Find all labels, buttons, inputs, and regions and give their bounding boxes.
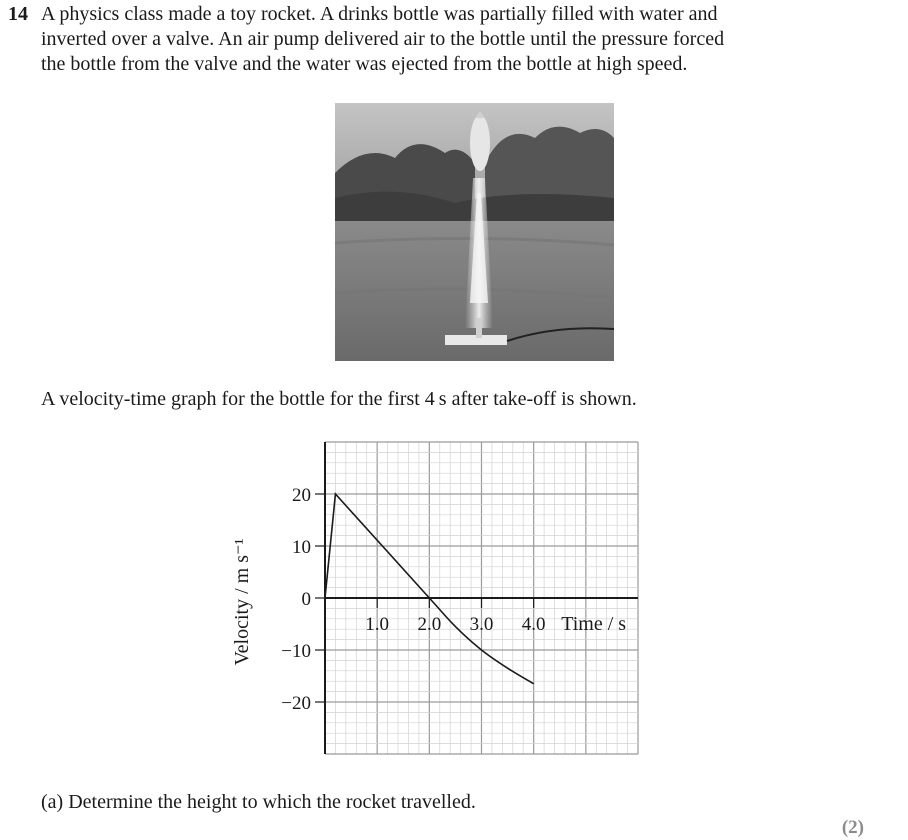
y-tick-label: 20: [292, 485, 311, 506]
part-a-label: (a): [41, 791, 64, 813]
part-a-text: Determine the height to which the rocket travelled.: [68, 791, 476, 813]
velocity-time-graph: [220, 430, 660, 760]
y-tick-label: 0: [301, 589, 311, 610]
graph-ticks: [281, 485, 545, 714]
y-axis-label: Velocity / m s⁻¹: [231, 538, 253, 666]
intro-line: A physics class made a toy rocket. A drinks bottle was partially filled with water and: [41, 3, 718, 25]
x-tick-label: 1.0: [365, 614, 390, 635]
graph-caption: A velocity-time graph for the bottle for the first 4 s after take-off is shown.: [41, 388, 637, 410]
x-tick-label: 4.0: [521, 614, 546, 635]
part-a-marks: (2): [841, 817, 864, 838]
x-tick-label: 3.0: [469, 614, 494, 635]
x-axis-label: Time / s: [561, 613, 627, 635]
question-number: 14: [8, 3, 28, 25]
part-a: [41, 790, 476, 815]
question-intro: [41, 2, 831, 77]
rocket-launch-photo: [335, 103, 614, 361]
intro-line: inverted over a valve. An air pump delivered air to the bottle until the pressure forced: [41, 28, 725, 50]
y-tick-label: −20: [281, 693, 311, 714]
intro-line: the bottle from the valve and the water was ejected from the bottle at high speed.: [41, 53, 688, 75]
y-tick-label: −10: [281, 641, 311, 662]
y-tick-label: 10: [292, 537, 311, 558]
x-tick-label: 2.0: [417, 614, 442, 635]
